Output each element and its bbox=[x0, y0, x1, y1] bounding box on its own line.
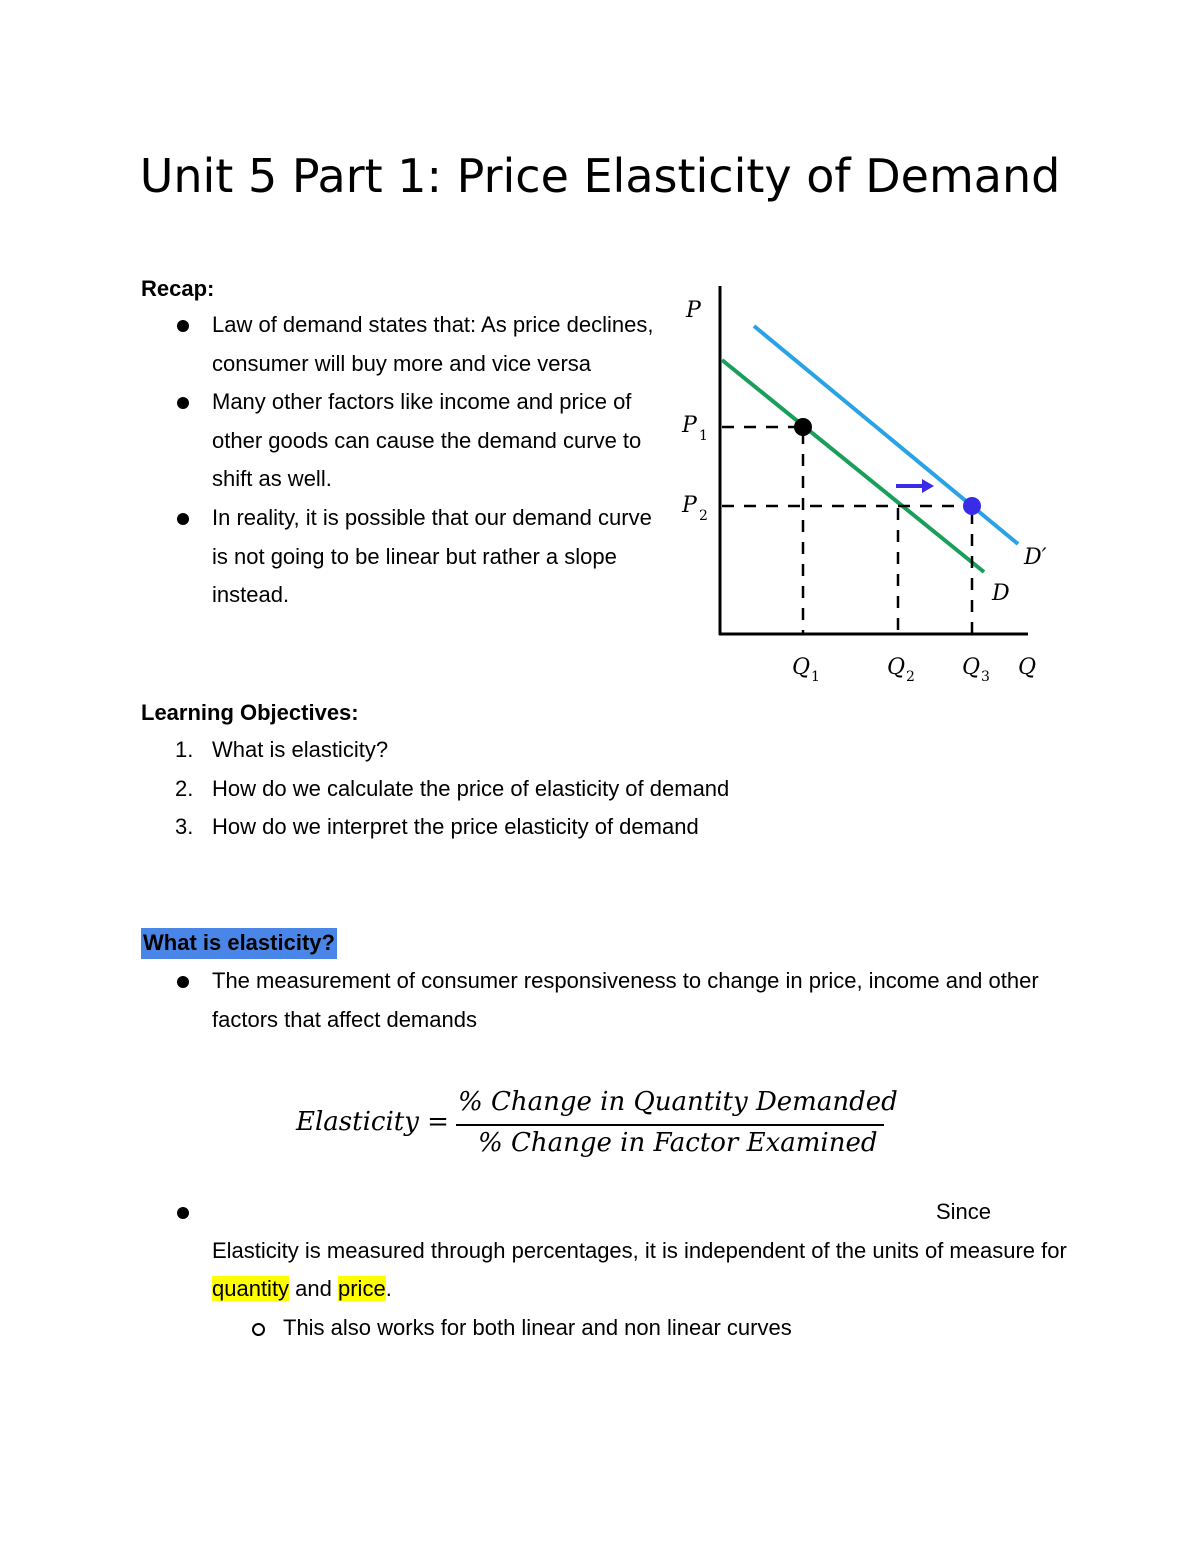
since-text-1: Elasticity is measured through percentages, it is independent of the units of measure for bbox=[212, 1237, 1067, 1263]
objective-number: 3. bbox=[175, 814, 194, 840]
arrow-head-icon bbox=[922, 479, 934, 493]
label-q1: Q bbox=[792, 655, 811, 680]
list-item bbox=[141, 306, 661, 383]
since-paragraph bbox=[212, 1232, 1081, 1309]
definition-text: The measurement of consumer responsiveness to change in price, income and other factors that affect demands bbox=[212, 968, 1039, 1032]
point-new bbox=[963, 497, 981, 515]
objective-text: How do we interpret the price elasticity of demand bbox=[212, 814, 699, 840]
recap-item-1: Law of demand states that: As price declines, consumer will buy more and vice versa bbox=[212, 312, 654, 376]
point-old bbox=[794, 418, 812, 436]
since-list bbox=[141, 1193, 1081, 1347]
label-q2-sub: 2 bbox=[906, 669, 915, 685]
elasticity-formula bbox=[296, 1083, 896, 1163]
objective-text: How do we calculate the price of elasticity of demand bbox=[212, 775, 730, 801]
axis-label-q: Q bbox=[1018, 655, 1037, 680]
objective-number: 2. bbox=[175, 775, 194, 801]
label-p1: P bbox=[682, 413, 697, 438]
bullet-icon bbox=[177, 976, 189, 988]
definition-list bbox=[141, 962, 1081, 1039]
label-curve-d: D bbox=[992, 581, 1010, 606]
formula-numerator: % Change in Quantity Demanded bbox=[458, 1087, 898, 1117]
elasticity-heading: What is elasticity? bbox=[141, 928, 337, 959]
bullet-icon bbox=[177, 1207, 189, 1219]
list-item bbox=[141, 499, 661, 615]
bullet-icon bbox=[177, 320, 189, 332]
list-item bbox=[141, 1193, 1081, 1347]
highlight-price: price bbox=[338, 1276, 386, 1302]
formula-denominator: % Change in Factor Examined bbox=[478, 1128, 878, 1158]
recap-heading: Recap: bbox=[141, 276, 215, 301]
list-item bbox=[212, 1309, 1081, 1348]
label-curve-d-prime: D′ bbox=[1024, 545, 1047, 570]
list-item bbox=[141, 770, 901, 809]
sub-item-text: This also works for both linear and non linear curves bbox=[283, 1314, 792, 1340]
label-p2: P bbox=[682, 493, 697, 518]
label-q3-sub: 3 bbox=[981, 669, 990, 685]
bullet-icon bbox=[177, 513, 189, 525]
label-p1-sub: 1 bbox=[699, 428, 708, 444]
bullet-icon bbox=[177, 397, 189, 409]
axis-label-p: P bbox=[686, 298, 701, 323]
since-text-3: . bbox=[385, 1276, 392, 1302]
label-q1-sub: 1 bbox=[811, 669, 820, 685]
label-q2: Q bbox=[887, 655, 906, 680]
recap-list bbox=[141, 306, 661, 615]
list-item bbox=[141, 731, 901, 770]
sub-list bbox=[212, 1309, 1081, 1348]
elasticity-heading-wrap bbox=[141, 928, 337, 958]
recap-item-3: In reality, it is possible that our demand curve is not going to be linear but rather a slope instead. bbox=[212, 504, 652, 608]
demand-curve-d bbox=[722, 360, 984, 572]
fraction-bar bbox=[456, 1124, 884, 1126]
formula-lhs: Elasticity = bbox=[296, 1107, 449, 1137]
page-title: Unit 5 Part 1: Price Elasticity of Demand bbox=[139, 149, 1061, 203]
since-text-2: and bbox=[289, 1276, 338, 1302]
list-item bbox=[141, 808, 901, 847]
objective-text: What is elasticity? bbox=[212, 737, 389, 762]
objectives-list bbox=[141, 731, 901, 847]
highlight-quantity: quantity bbox=[212, 1276, 290, 1302]
label-q3: Q bbox=[962, 655, 981, 680]
list-item bbox=[141, 383, 661, 499]
objectives-heading: Learning Objectives: bbox=[141, 700, 359, 725]
since-word: Since bbox=[935, 1199, 991, 1224]
list-item bbox=[141, 962, 1081, 1039]
recap-item-2: Many other factors like income and price of other goods can cause the demand curve to shift as well. bbox=[212, 389, 642, 492]
objective-number: 1. bbox=[175, 737, 194, 762]
label-p2-sub: 2 bbox=[699, 508, 708, 524]
circle-bullet-icon bbox=[252, 1323, 265, 1336]
demand-shift-graph bbox=[668, 282, 1048, 692]
